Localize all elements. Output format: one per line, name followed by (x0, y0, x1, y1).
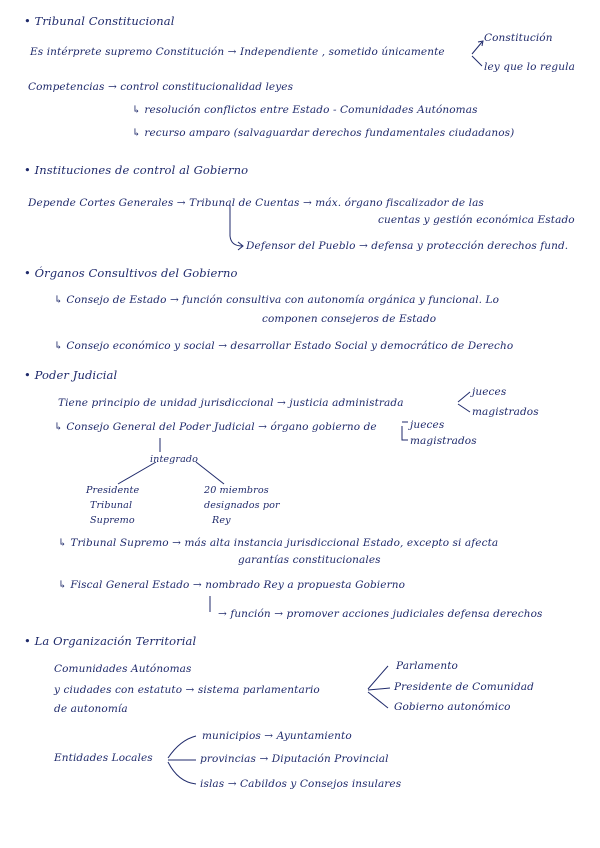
pj-tribunal-supremo: ↳ Tribunal Supremo → más alta instancia jurisdiccional Estado, excepto si afecta (58, 537, 499, 549)
pj-miembros-line2: designados por (204, 500, 280, 511)
ot-el-municipios: municipios → Ayuntamiento (202, 730, 352, 742)
oc-consejo-estado: ↳ Consejo de Estado → función consultiva con autonomía orgánica y funcional. Lo (54, 294, 500, 306)
pj-presidente-line2: Tribunal (90, 500, 133, 511)
ot-entidades-locales: Entidades Locales (54, 752, 153, 764)
heading-poder-judicial: • Poder Judicial (24, 368, 118, 382)
arrow-cortes-defensor (230, 206, 242, 246)
pj-branch-magistrados: magistrados (472, 406, 539, 418)
arrow-ca-gobierno (368, 692, 388, 708)
arrow-ca-parlamento (368, 666, 388, 689)
tc-line-interprete: Es intérprete supremo Constitución → Independiente , sometido únicamente (30, 46, 445, 58)
pj-integrado-label: integrado (150, 454, 199, 465)
ot-comunidades-line1: Comunidades Autónomas (54, 663, 192, 675)
ot-branch-presidente: Presidente de Comunidad (394, 681, 534, 693)
tc-competencia-conflictos: ↳ resolución conflictos entre Estado - Comunidades Autónomas (132, 104, 478, 116)
tc-competencia-amparo: ↳ recurso amparo (salvaguardar derechos fundamentales ciudadanos) (132, 127, 515, 139)
pj-cgpj-magistrados: magistrados (410, 435, 477, 447)
heading-instituciones-control: • Instituciones de control al Gobierno (24, 163, 249, 177)
tc-competencias: Competencias → control constitucionalidad leyes (28, 81, 294, 93)
arrow-el-municipios (168, 736, 196, 758)
ot-branch-gobierno: Gobierno autonómico (394, 701, 511, 713)
ot-el-provincias: provincias → Diputación Provincial (200, 753, 389, 765)
heading-organos-consultivos: • Órganos Consultivos del Gobierno (24, 266, 238, 280)
pj-presidente-line3: Supremo (90, 515, 135, 526)
arrow-integrado-miembros (196, 462, 224, 484)
arrow-pj-magistrados (458, 404, 470, 412)
pj-branch-jueces: jueces (472, 386, 507, 398)
arrow-el-islas (168, 762, 196, 784)
pj-miembros-line1: 20 miembros (204, 485, 269, 496)
pj-consejo-general: ↳ Consejo General del Poder Judicial → órgano gobierno de (54, 421, 377, 433)
ic-line-cortes: Depende Cortes Generales → Tribunal de Cuentas → máx. órgano fiscalizador de las (28, 197, 484, 209)
ot-branch-parlamento: Parlamento (396, 660, 458, 672)
heading-tribunal-constitucional: • Tribunal Constitucional (24, 14, 175, 28)
ot-comunidades-line3: de autonomía (54, 703, 128, 715)
pj-unidad-jurisdiccional: Tiene principio de unidad jurisdiccional → justicia administrada (58, 397, 404, 409)
oc-consejo-economico: ↳ Consejo económico y social → desarrollar Estado Social y democrático de Derecho (54, 340, 514, 352)
tc-branch-ley: ley que lo regula (484, 61, 575, 73)
pj-presidente-line1: Presidente (86, 485, 140, 496)
bracket-cgpj (402, 422, 408, 440)
pj-fiscal-funcion: → función → promover acciones judiciales defensa derechos (218, 608, 543, 620)
pj-tribunal-supremo-cont: garantías constitucionales (238, 554, 381, 566)
ic-line-defensor: Defensor del Pueblo → defensa y protección derechos fund. (246, 240, 569, 252)
tc-branch-constitucion: Constitución (484, 32, 553, 44)
arrow-tc-up (472, 42, 482, 54)
arrow-tc-down (472, 56, 482, 66)
ot-el-islas: islas → Cabildos y Consejos insulares (200, 778, 402, 790)
pj-miembros-line3: Rey (212, 515, 231, 526)
arrow-pj-jueces (458, 392, 470, 402)
arrow-integrado-presidente (118, 462, 156, 484)
ic-line-cuentas-cont: cuentas y gestión económica Estado (378, 214, 575, 226)
oc-consejo-estado-cont: componen consejeros de Estado (262, 313, 437, 325)
pj-fiscal-general: ↳ Fiscal General Estado → nombrado Rey a propuesta Gobierno (58, 579, 405, 591)
heading-organizacion-territorial: • La Organización Territorial (24, 634, 197, 648)
ot-comunidades-line2: y ciudades con estatuto → sistema parlamentario (54, 684, 320, 696)
arrow-ca-presidente (368, 688, 390, 690)
pj-cgpj-jueces: jueces (410, 419, 445, 431)
